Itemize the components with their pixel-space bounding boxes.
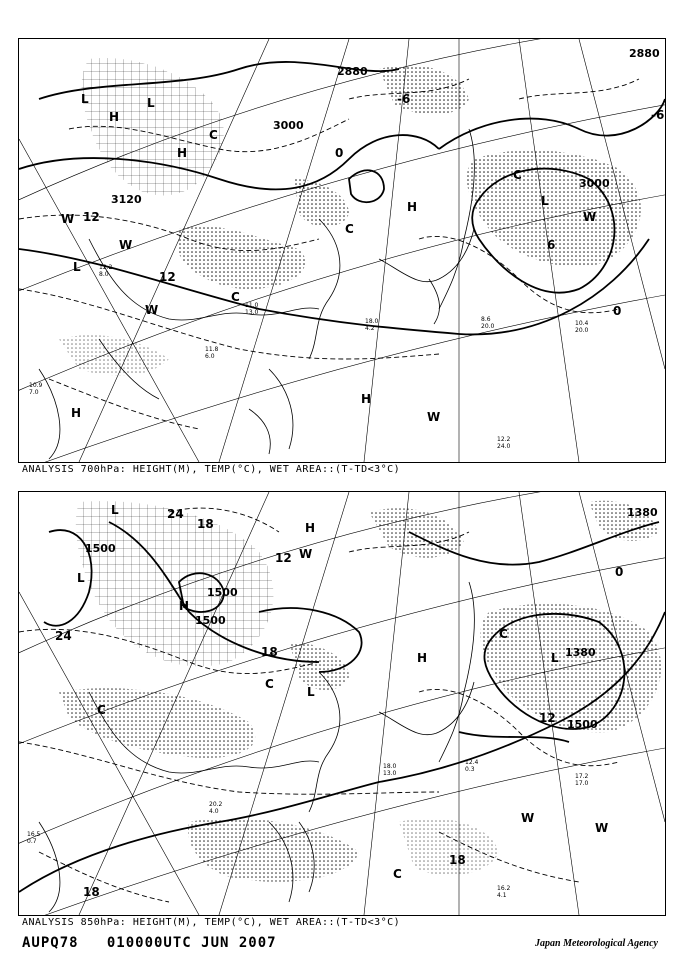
chart-code: AUPQ78 010000UTC JUN 2007 [22, 935, 277, 951]
map-850hpa-graphic [19, 492, 665, 915]
center-label: L [111, 503, 119, 517]
center-label: W [61, 212, 75, 226]
station-obs: 20.2 4.0 [209, 801, 223, 815]
temp-label: 12 [83, 210, 100, 224]
station-obs: 16.5 0.7 [27, 831, 41, 845]
center-label: L [81, 92, 89, 106]
height-label: 1380 [627, 506, 658, 519]
temp-label: 18 [449, 853, 466, 867]
station-obs: 11.0 13.0 [245, 302, 259, 316]
temp-label: -6 [651, 108, 665, 122]
temp-label: -6 [397, 92, 411, 106]
center-label: C [393, 867, 402, 881]
temp-label: 24 [167, 507, 184, 521]
temp-label: 12 [539, 711, 556, 725]
temp-label: 12 [159, 270, 176, 284]
temp-label: 0 [615, 565, 624, 579]
center-label: C [209, 128, 218, 142]
center-label: H [305, 521, 316, 535]
center-label: L [551, 651, 559, 665]
height-label: 1500 [207, 586, 238, 599]
center-label: L [73, 260, 81, 274]
station-obs: 17.2 17.0 [575, 773, 589, 787]
height-label: 2880 [629, 47, 660, 60]
caption-850hpa: ANALYSIS 850hPa: HEIGHT(M), TEMP(°C), WET AREA::(T-TD<3°C) [22, 917, 401, 928]
station-obs: 11.8 6.0 [205, 346, 219, 360]
height-label: 3000 [273, 119, 304, 132]
center-label: W [583, 210, 597, 224]
station-obs: 8.6 20.0 [481, 316, 495, 330]
temp-label: 18 [261, 645, 278, 659]
caption-700hpa: ANALYSIS 700hPa: HEIGHT(M), TEMP(°C), WET AREA::(T-TD<3°C) [22, 464, 401, 475]
coastlines-700 [39, 129, 474, 459]
center-label: H [417, 651, 428, 665]
height-label: 3000 [579, 177, 610, 190]
station-obs: 12.2 8.0 [99, 264, 113, 278]
center-label: H [361, 392, 372, 406]
temp-label: 0 [613, 304, 622, 318]
station-obs: 18.0 13.0 [383, 763, 397, 777]
agency-name: Japan Meteorological Agency [535, 938, 658, 949]
center-label: C [513, 168, 522, 182]
map-700hpa [18, 38, 666, 463]
height-label: 2880 [337, 65, 368, 78]
center-label: L [147, 96, 155, 110]
center-label: C [345, 222, 354, 236]
center-label: L [77, 571, 85, 585]
temp-label: 6 [547, 238, 556, 252]
station-obs: 12.4 0.3 [465, 759, 479, 773]
height-label: 1380 [565, 646, 596, 659]
wet-areas-850 [59, 501, 661, 882]
temp-label: 0 [335, 146, 344, 160]
center-label: C [97, 703, 106, 717]
center-label: H [179, 599, 190, 613]
height-label: 1500 [195, 614, 226, 627]
station-obs: 12.2 24.0 [497, 436, 511, 450]
center-label: H [177, 146, 188, 160]
center-label: H [407, 200, 418, 214]
center-label: W [595, 821, 609, 835]
center-label: C [231, 290, 240, 304]
center-label: C [499, 627, 508, 641]
center-label: W [427, 410, 441, 424]
temp-label: 12 [275, 551, 292, 565]
center-label: W [145, 303, 159, 317]
center-label: H [109, 110, 120, 124]
temp-label: 24 [55, 629, 72, 643]
center-label: L [307, 685, 315, 699]
map-700hpa-graphic [19, 39, 665, 462]
height-label: 1500 [85, 542, 116, 555]
map-850hpa [18, 491, 666, 916]
center-label: W [299, 547, 313, 561]
center-label: W [521, 811, 535, 825]
temp-label: 18 [83, 885, 100, 899]
station-obs: 18.0 4.2 [365, 318, 379, 332]
station-obs: 10.9 7.0 [29, 382, 43, 396]
center-label: L [541, 194, 549, 208]
height-label: 3120 [111, 193, 142, 206]
station-obs: 16.2 4.1 [497, 885, 511, 899]
station-obs: 10.4 20.0 [575, 320, 589, 334]
temp-label: 18 [197, 517, 214, 531]
center-label: C [265, 677, 274, 691]
center-label: W [119, 238, 133, 252]
center-label: H [71, 406, 82, 420]
height-label: 1500 [567, 718, 598, 731]
